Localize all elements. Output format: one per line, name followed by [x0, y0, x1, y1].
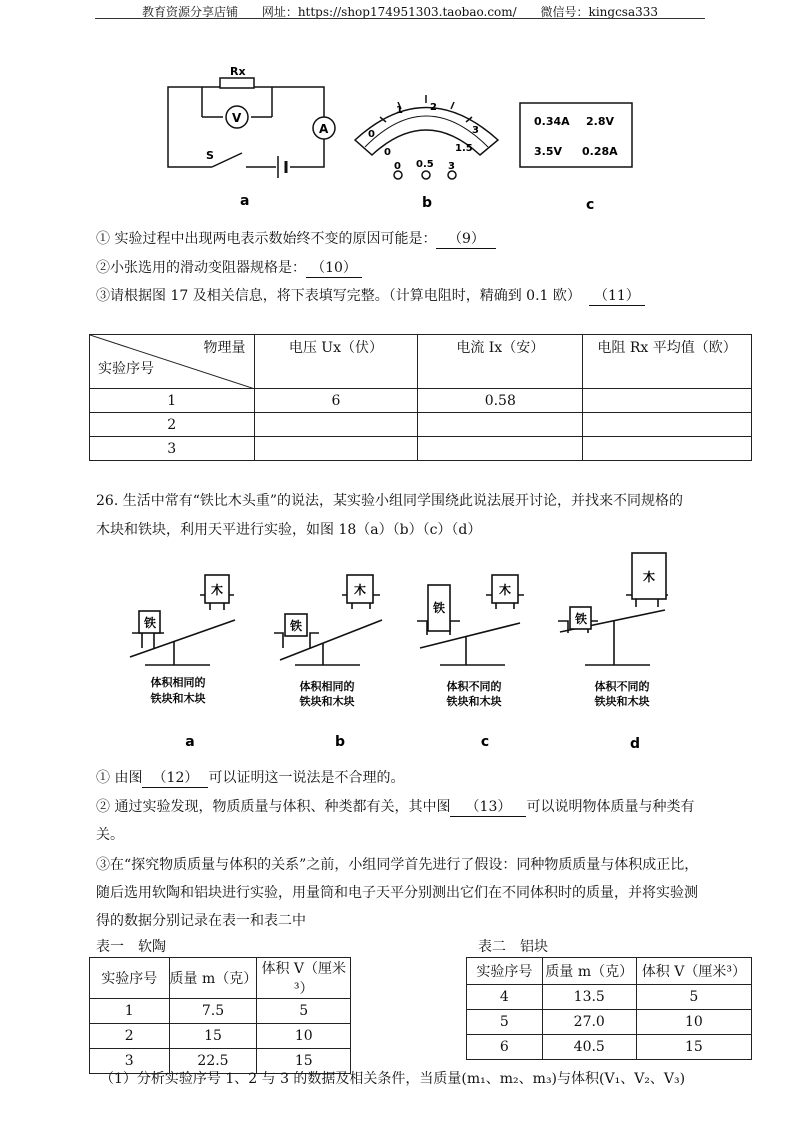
wood-block-b: 木	[353, 583, 367, 597]
caption-a-1: 体积相同的	[150, 676, 206, 689]
caption-a-2: 铁块和木块	[150, 692, 206, 705]
iron-block-d: 铁	[574, 612, 588, 626]
clay-table	[89, 957, 351, 1074]
fig17-label-a: a	[240, 193, 250, 209]
header-mass: 质量 m（克）	[169, 958, 257, 999]
header-wechat: 微信号：kingcsa333	[540, 5, 659, 19]
table-corner: 物理量 实验序号	[90, 335, 255, 389]
q25-line-2: ②小张选用的滑动变阻器规格是： （10）	[96, 257, 362, 278]
wood-block-a: 木	[210, 583, 224, 597]
header-mass: 质量 m（克）	[542, 958, 636, 985]
q25-line-3: ③请根据图 17 及相关信息，将下表填写完整。（计算电阻时，精确到 0.1 欧） （11）	[96, 285, 645, 306]
q26-paragraph-1: 26. 生活中常有“铁比木头重”的说法，某实验小组同学围绕此说法展开讨论，并找来不同规格的	[96, 493, 684, 509]
table-row: 1 7.5 5	[90, 999, 351, 1024]
wood-block-d: 木	[642, 570, 656, 584]
table-row: 2 15 10	[90, 1024, 351, 1049]
iron-block-b: 铁	[289, 619, 303, 633]
fig18-label-c: c	[480, 734, 490, 750]
table-row: 3 22.5 15	[90, 1049, 351, 1074]
q26-analysis-1: （1）分析实验序号 1、2 与 3 的数据及相关条件，当质量(m₁、m₂、m₃)与体积(V₁、V₂、V₃)	[100, 1071, 686, 1087]
reading-35v: 3.5V	[534, 145, 562, 158]
switch-label: S	[206, 149, 214, 162]
wood-block-c: 木	[498, 583, 512, 597]
blank-9[interactable]: （9）	[436, 228, 496, 249]
q26-sub-1: ① 由图 （12） 可以证明这一说法是不合理的。	[96, 767, 404, 788]
caption-c-1: 体积不同的	[446, 680, 502, 693]
fig17-label-c: c	[586, 197, 595, 213]
blank-11[interactable]: （11）	[589, 285, 645, 306]
header-volume: 体积 V（厘米³）	[636, 958, 751, 985]
fig18-label-b: b	[334, 734, 346, 750]
figure-17	[150, 55, 650, 215]
resistance-table	[89, 334, 752, 461]
terminal-0: 0	[394, 161, 401, 172]
terminal-0-5: 0.5	[416, 159, 434, 170]
header-resistance: 电阻 Rx 平均值（欧）	[583, 335, 752, 389]
q26-sub-2: ② 通过实验发现，物质质量与体积、种类都有关，其中图 （13） 可以说明物体质量与种类有	[96, 796, 694, 817]
q26-sub-3-line-2: 随后选用软陶和铝块进行实验，用量筒和电子天平分别测出它们在不同体积时的质量，并将实验测	[96, 885, 698, 901]
caption-b-1: 体积相同的	[299, 680, 355, 693]
header-shop: 教育资源分享店铺	[141, 5, 238, 19]
q26-paragraph-2: 木块和铁块，利用天平进行实验，如图 18（a）（b）（c）（d）	[96, 522, 482, 538]
aluminium-table	[466, 957, 752, 1060]
header-url[interactable]: 网址：https://shop174951303.taobao.com/	[261, 5, 517, 19]
dial-1: 1	[396, 105, 403, 116]
reading-028a: 0.28A	[582, 145, 618, 158]
iron-block-a: 铁	[143, 616, 157, 630]
table-b-title: 表二 铝块	[478, 939, 548, 955]
caption-d-2: 铁块和木块	[594, 695, 650, 708]
blank-12[interactable]: （12）	[142, 767, 208, 788]
caption-d-1: 体积不同的	[594, 680, 650, 693]
fig18-label-a: a	[185, 734, 195, 750]
header-voltage: 电压 Ux（伏）	[254, 335, 418, 389]
header-trial: 实验序号	[467, 958, 543, 985]
terminal-3: 3	[448, 161, 455, 172]
fig17-label-b: b	[422, 195, 433, 211]
dial-0-bottom: 0	[384, 147, 391, 158]
table-row: 1 6 0.58	[90, 389, 752, 413]
figure-18	[120, 545, 700, 755]
blank-13[interactable]: （13）	[450, 796, 526, 817]
table-a-title: 表一 软陶	[96, 939, 166, 955]
dial-1-5: 1.5	[455, 143, 473, 154]
dial-3: 3	[472, 125, 479, 136]
q26-sub-3-line-1: ③在“探究物质质量与体积的关系”之前，小组同学首先进行了假设：同种物质质量与体积成正比，	[96, 857, 699, 873]
q25-line-1: ① 实验过程中出现两电表示数始终不变的原因可能是： （9）	[96, 228, 496, 249]
dial-0-top: 0	[368, 129, 375, 140]
rx-label: Rx	[230, 65, 246, 78]
reading-034a: 0.34A	[534, 115, 570, 128]
q26-sub-2-cont: 关。	[96, 827, 124, 843]
q26-sub-3-line-3: 得的数据分别记录在表一和表二中	[96, 913, 306, 929]
iron-block-c: 铁	[432, 601, 446, 615]
caption-c-2: 铁块和木块	[446, 695, 502, 708]
header-volume: 体积 V（厘米³）	[257, 958, 351, 999]
circuit-diagram	[168, 78, 335, 178]
table-row: 5 27.0 10	[467, 1010, 752, 1035]
header-current: 电流 Ix（安）	[418, 335, 583, 389]
header-trial: 实验序号	[90, 958, 170, 999]
caption-b-2: 铁块和木块	[299, 695, 355, 708]
table-row: 4 13.5 5	[467, 985, 752, 1010]
reading-28v: 2.8V	[586, 115, 614, 128]
ammeter-label: A	[319, 122, 329, 136]
header-divider	[95, 18, 705, 19]
voltmeter-label: V	[232, 111, 242, 125]
dial-2: 2	[430, 102, 437, 113]
table-row: 2	[90, 413, 752, 437]
blank-10[interactable]: （10）	[306, 257, 362, 278]
fig18-label-d: d	[629, 736, 641, 752]
table-row: 6 40.5 15	[467, 1035, 752, 1060]
table-row: 3	[90, 437, 752, 461]
